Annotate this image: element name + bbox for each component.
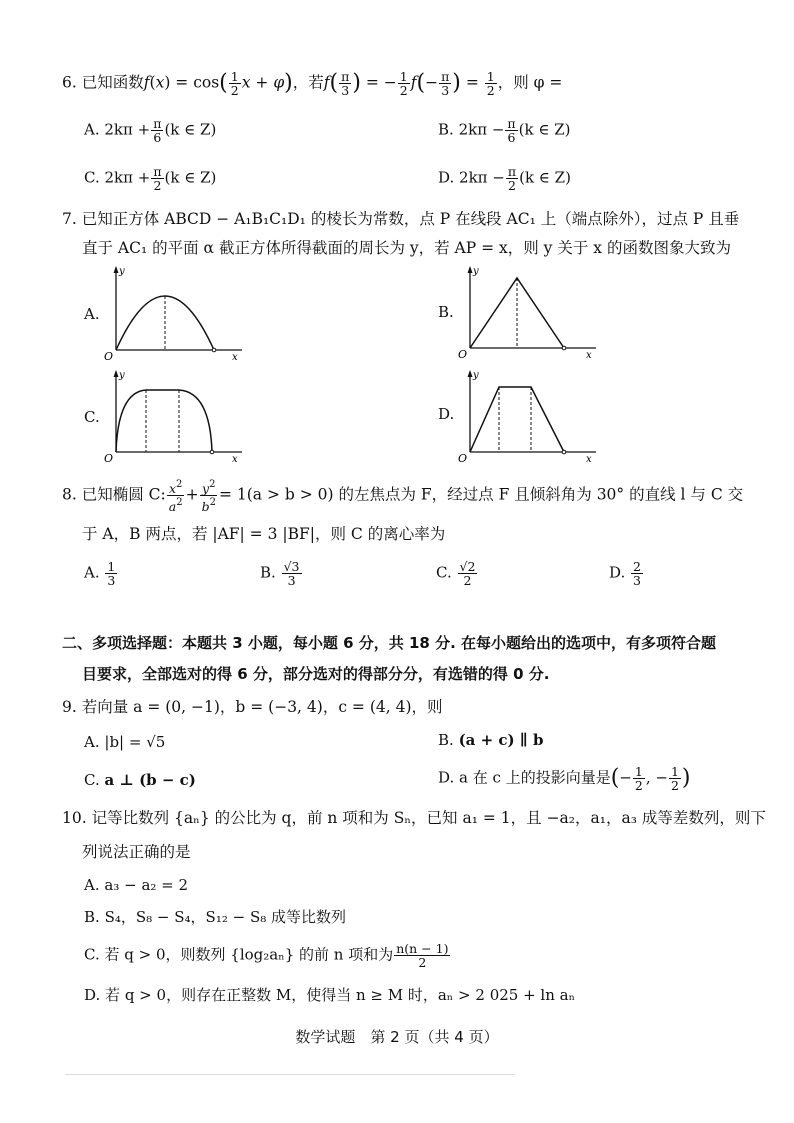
q10-option-a[interactable]: A. a₃ − a₂ = 2 bbox=[84, 876, 189, 894]
page-footer: 数学试题 第 2 页（共 4 页） bbox=[295, 1028, 499, 1046]
q7-option-b-label[interactable]: B. bbox=[438, 303, 454, 321]
q9-option-d[interactable]: D. a 在 c 上的投影向量是(− $\frac{1}{2}$ , − $\frac{1}{2}$ ) bbox=[438, 764, 691, 793]
graph-a-origin: O bbox=[104, 350, 114, 363]
q7-stem-line2: 直于 AC₁ 的平面 α 截正方体所得截面的周长为 y，若 AP = x，则 y 关于 x 的函数图象大致为 bbox=[82, 239, 731, 257]
q10-stem-line1: 10. 记等比数列 {aₙ} 的公比为 q，前 n 项和为 Sₙ，已知 a₁ = 1，且 −a₂，a₁，a₃ 成等差数列，则下 bbox=[62, 809, 766, 827]
graph-d-x: x bbox=[586, 454, 592, 465]
q10-option-c[interactable]: C. 若 q > 0，则数列 {log₂aₙ} 的前 n 项和为 $\frac{n(n - 1)}{2}$ bbox=[84, 941, 449, 970]
q6-option-b[interactable]: B. 2kπ − $\frac{\pi}{6}$ (k ∈ Z) bbox=[438, 116, 571, 145]
q10-stem-line2: 列说法正确的是 bbox=[82, 843, 191, 861]
section2-heading-line2: 目要求，全部选对的得 6 分，部分选对的得部分分，有选错的得 0 分. bbox=[82, 665, 550, 683]
q10-option-d[interactable]: D. 若 q > 0，则存在正整数 M，使得当 n ≥ M 时，aₙ > 2 025 + ln aₙ bbox=[84, 986, 576, 1004]
q8-option-d[interactable]: D. $\frac{2}{3}$ bbox=[609, 559, 641, 588]
q8-option-b[interactable]: B. $\frac{√3}{3}$ bbox=[260, 559, 300, 588]
q6-stem: 6. 已知函数f(x) = cos( $\frac{1}{2}$ x + φ)，若f( $\frac{\pi}{3}$ ) = − $\frac{1}{2}$ f(− $\frac{\pi}{3}$ ) = $\frac{1}{2}$ ，则 φ = bbox=[62, 69, 563, 98]
q10-option-b[interactable]: B. S₄，S₈ − S₄，S₁₂ − S₈ 成等比数列 bbox=[84, 908, 347, 926]
q9-stem: 9. 若向量 a = (0, −1)，b = (−3, 4)，c = (4, 4)，则 bbox=[62, 698, 443, 716]
q6-option-d[interactable]: D. 2kπ − $\frac{\pi}{2}$ (k ∈ Z) bbox=[438, 164, 571, 193]
q7-option-a-label[interactable]: A. bbox=[84, 305, 100, 323]
graph-c-y: y bbox=[119, 370, 125, 381]
q8-option-a[interactable]: A. $\frac{1}{3}$ bbox=[84, 559, 116, 588]
q7-option-d-label[interactable]: D. bbox=[438, 405, 455, 423]
q9-option-b[interactable]: B. (a + c) ∥ b bbox=[438, 731, 544, 749]
q6-option-c[interactable]: C. 2kπ + $\frac{\pi}{2}$ (k ∈ Z) bbox=[84, 164, 217, 193]
q7-option-c-label[interactable]: C. bbox=[84, 408, 100, 426]
q6-option-a[interactable]: A. 2kπ + $\frac{\pi}{6}$ (k ∈ Z) bbox=[84, 116, 217, 145]
q7-stem-line1: 7. 已知正方体 ABCD − A₁B₁C₁D₁ 的棱长为常数，点 P 在线段 AC₁ 上（端点除外），过点 P 且垂 bbox=[62, 210, 740, 228]
graph-c-x: x bbox=[232, 454, 238, 465]
graph-d-origin: O bbox=[458, 452, 468, 465]
graph-c-origin: O bbox=[104, 452, 114, 465]
q8-stem-line2: 于 A，B 两点，若 |AF| = 3 |BF|，则 C 的离心率为 bbox=[82, 525, 446, 543]
graph-a-x: x bbox=[232, 352, 238, 363]
graph-a-y: y bbox=[119, 266, 125, 277]
q7-graph-c[interactable] bbox=[104, 366, 254, 466]
q9-option-a[interactable]: A. |b| = √5 bbox=[84, 733, 166, 751]
section2-heading-line1: 二、多项选择题：本题共 3 小题，每小题 6 分，共 18 分. 在每小题给出的选项中，有多项符合题 bbox=[62, 634, 717, 652]
q7-graph-b[interactable] bbox=[458, 262, 608, 362]
q8-stem-line1: 8. 已知椭圆 C: $\frac{x^2}{a^2}$ + $\frac{y^2}{b^2}$ = 1(a > b > 0) 的左焦点为 F，经过点 F 且倾斜角为 30° 的直线 l 与 C 交 bbox=[62, 479, 744, 514]
q7-graph-a[interactable] bbox=[104, 262, 254, 362]
q8-option-c[interactable]: C. $\frac{√2}{2}$ bbox=[436, 559, 476, 588]
graph-b-y: y bbox=[473, 266, 479, 277]
graph-d-y: y bbox=[473, 370, 479, 381]
graph-b-origin: O bbox=[458, 348, 468, 361]
q7-graph-d[interactable] bbox=[458, 366, 608, 466]
graph-b-x: x bbox=[586, 350, 592, 361]
q9-option-c[interactable]: C. a ⊥ (b − c) bbox=[84, 771, 196, 789]
bottom-divider bbox=[65, 1074, 515, 1075]
